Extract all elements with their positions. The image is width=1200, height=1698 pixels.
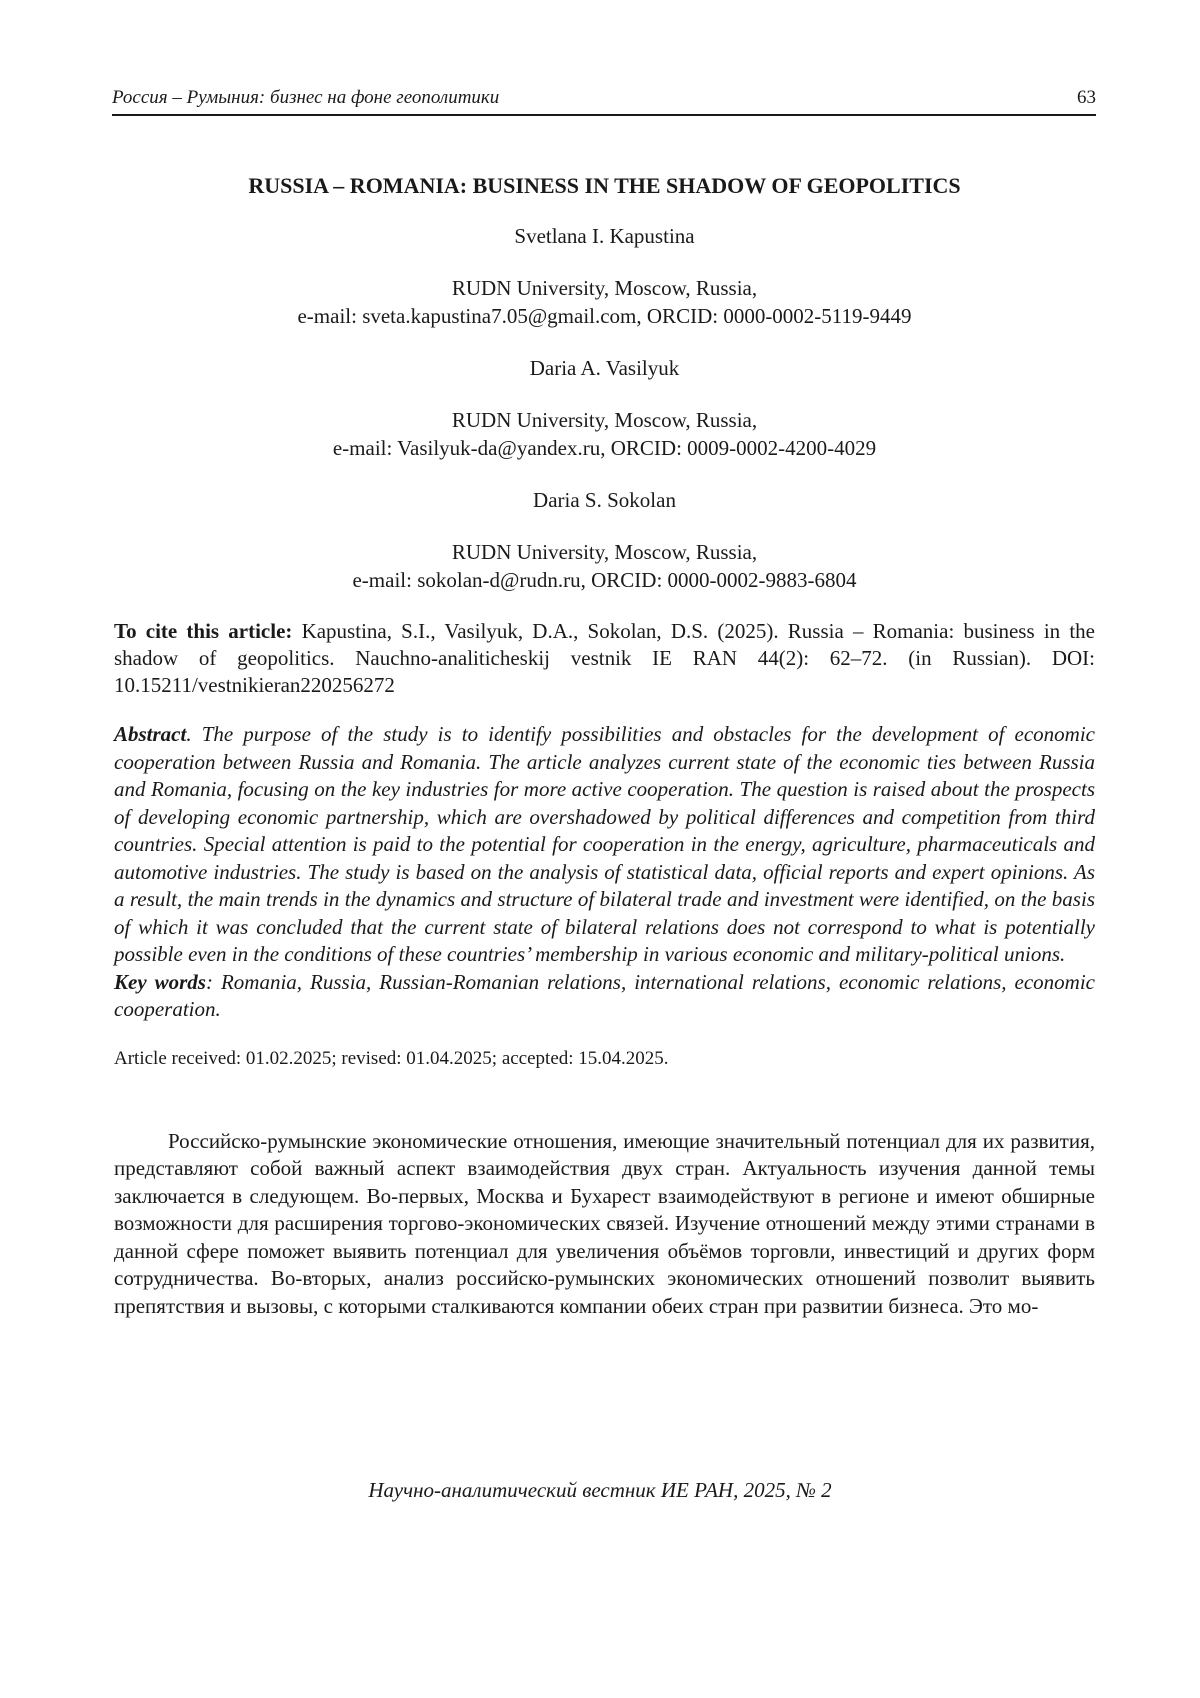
citation-block bbox=[114, 618, 1095, 699]
abstract-block bbox=[114, 721, 1095, 969]
abstract-text: . The purpose of the study is to identify possibilities and obstacles for the development of economic cooperation between Russia and Romania. The article analyzes current state of the economic ties between Russia and Romania, focusing on the key industries for more active cooperation. The question is raised about the prospects of developing economic partnership, which are overshadowed by political differences and competition from third countries. Special attention is paid to the potential for cooperation in the energy, agriculture, pharmaceuticals and automotive industries. The study is based on the analysis of statistical data, official reports and expert opinions. As a result, the main trends in the dynamics and structure of bilateral trade and investment were identified, on the basis of which it was concluded that the current state of bilateral relations does not correspond to what is potentially possible even in the conditions of these countries’ membership in various economic and military-political unions. bbox=[114, 722, 1095, 966]
page-number: 63 bbox=[1077, 87, 1096, 108]
affiliation-institution: RUDN University, Moscow, Russia, bbox=[451, 540, 758, 564]
keywords-block bbox=[114, 969, 1095, 1024]
author-name: Daria S. Sokolan bbox=[533, 488, 676, 512]
article-dates: Article received: 01.02.2025; revised: 01.04.2025; accepted: 15.04.2025. bbox=[114, 1047, 669, 1069]
affiliation-institution: RUDN University, Moscow, Russia, bbox=[451, 276, 758, 300]
abstract-label: Abstract bbox=[114, 722, 187, 746]
keywords-label: Key words bbox=[114, 969, 206, 994]
journal-footer: Научно-аналитический вестник ИЕ РАН, 2025, № 2 bbox=[368, 1478, 832, 1502]
article-content bbox=[114, 168, 1095, 1320]
author-affiliation bbox=[114, 274, 1095, 330]
author-name: Daria A. Vasilyuk bbox=[529, 356, 680, 380]
affiliation-contact: e-mail: sokolan-d@rudn.ru, ORCID: 0000-0002-9883-6804 bbox=[352, 568, 857, 592]
citation-label: To cite this article: bbox=[114, 619, 293, 643]
running-title: Россия – Румыния: бизнес на фоне геополитики bbox=[112, 87, 500, 108]
running-header bbox=[112, 86, 1096, 116]
author-affiliation bbox=[114, 538, 1095, 594]
affiliation-contact: e-mail: sveta.kapustina7.05@gmail.com, ORCID: 0000-0002-5119-9449 bbox=[297, 304, 912, 328]
keywords-text: : Romania, Russia, Russian-Romanian relations, international relations, economic relations, economic cooperation. bbox=[114, 969, 1095, 1021]
article-title: RUSSIA – ROMANIA: BUSINESS IN THE SHADOW OF GEOPOLITICS bbox=[248, 173, 961, 198]
citation-text: Kapustina, S.I., Vasilyuk, D.A., Sokolan, D.S. (2025). Russia – Romania: business in the shadow of geopolitics. Nauchno-analiticheskij vestnik IE RAN 44(2): 62–72. (in Russian). DOI: 10.15211/vestnikieran220256272 bbox=[114, 619, 1095, 697]
body-paragraph: Российско-румынские экономические отношения, имеющие значительный потенциал для их развития, представляют собой важный аспект взаимодействия двух стран. Актуальность изучения данной темы заключается в следующем. Во-первых, Москва и Бухарест взаимодействуют в регионе и имеют обширные возможности для расширения торгово-экономических связей. Изучение отношений между этими странами в данной сфере поможет выявить потенциал для увеличения объёмов торговли, инвестиций и других форм сотрудничества. Во-вторых, анализ российско-румынских экономических отношений позволит выявить препятствия и вызовы, с которыми сталкиваются компании обеих стран при развитии бизнеса. Это мо- bbox=[114, 1128, 1095, 1318]
author-affiliation bbox=[114, 406, 1095, 462]
affiliation-institution: RUDN University, Moscow, Russia, bbox=[451, 408, 758, 432]
affiliation-contact: e-mail: Vasilyuk-da@yandex.ru, ORCID: 0009-0002-4200-4029 bbox=[332, 436, 877, 460]
author-name: Svetlana I. Kapustina bbox=[514, 224, 695, 248]
